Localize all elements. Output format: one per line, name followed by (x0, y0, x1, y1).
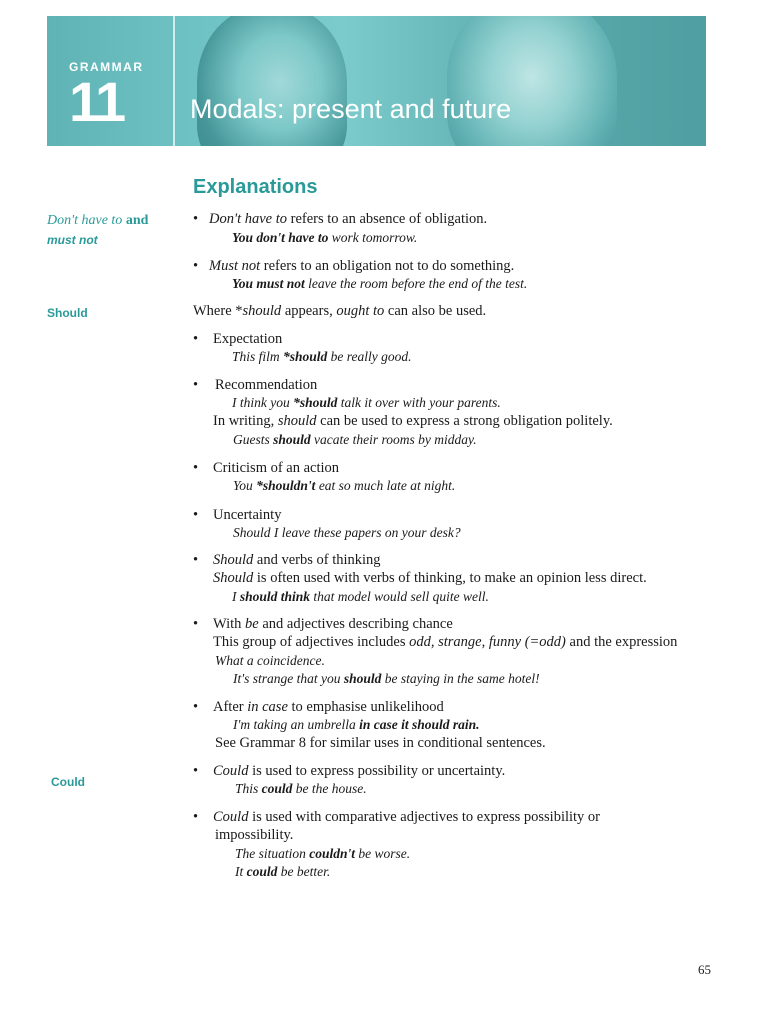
example-expectation: This film *should be really good. (232, 349, 412, 364)
note-writing-should: In writing, should can be used to express a strong obligation politely. (213, 413, 613, 429)
example-adjectives-chance: It's strange that you should be staying in the same hotel! (233, 671, 540, 686)
expression-coincidence: What a coincidence. (215, 653, 325, 668)
section-heading: Explanations (193, 176, 318, 198)
example-could-house: This could be the house. (235, 781, 367, 796)
example-could-better: It could be better. (235, 864, 331, 879)
bullet: • (193, 331, 199, 347)
use-adjectives-chance: With be and adjectives describing chance (213, 616, 453, 632)
bullet: • (193, 763, 199, 779)
use-recommendation: Recommendation (215, 377, 318, 393)
banner-label: GRAMMAR (69, 60, 144, 74)
banner-divider (173, 16, 175, 146)
rule-must-not: Must not refers to an obligation not to do something. (209, 258, 515, 274)
example-criticism: You *shouldn't eat so much late at night. (233, 478, 456, 493)
use-in-case: After in case to emphasise unlikelihood (213, 699, 444, 715)
sidebar-label-could: Could (51, 775, 85, 789)
chapter-banner (47, 16, 706, 146)
bullet: • (193, 699, 199, 715)
rule-dont-have-to: Don't have to refers to an absence of obligation. (209, 211, 488, 227)
bullet: • (193, 809, 199, 825)
chapter-title: Modals: present and future (190, 94, 512, 124)
example-in-case: I'm taking an umbrella in case it should rain. (233, 717, 480, 732)
bullet: • (193, 211, 199, 227)
example-couldnt-worse: The situation couldn't be worse. (235, 846, 411, 861)
note-adjectives-chance: This group of adjectives includes odd, strange, funny (=odd) and the expression (213, 634, 678, 650)
rule-could-comparative: Could is used with comparative adjectives to express possibility or (213, 809, 601, 825)
page-number: 65 (698, 962, 711, 977)
use-verbs-of-thinking: Should and verbs of thinking (213, 552, 381, 568)
example-uncertainty: Should I leave these papers on your desk? (233, 525, 461, 540)
bullet: • (193, 258, 199, 274)
sidebar-label-should: Should (47, 306, 88, 320)
example-recommendation: I think you *should talk it over with your parents. (232, 395, 501, 410)
use-criticism: Criticism of an action (213, 460, 340, 476)
sidebar-label-must-not: must not (47, 233, 98, 247)
note-ought-to: Where *should appears, ought to can also be used. (193, 303, 487, 319)
note-verbs-of-thinking: Should is often used with verbs of thinking, to make an opinion less direct. (213, 570, 647, 586)
example-verbs-of-thinking: I should think that model would sell quite well. (232, 589, 489, 604)
example-must-not: You must not leave the room before the end of the test. (232, 276, 528, 291)
bullet: • (193, 460, 199, 476)
bullet: • (193, 616, 199, 632)
example-dont-have-to: You don't have to work tomorrow. (232, 230, 418, 245)
bullet: • (193, 552, 199, 568)
rule-could-comparative-cont: impossibility. (215, 827, 294, 843)
example-guests: Guests should vacate their rooms by midday. (233, 432, 477, 447)
banner-photo-woman-right (447, 16, 617, 146)
banner-photo-woman-left (197, 16, 347, 146)
bullet: • (193, 507, 199, 523)
rule-could-possibility: Could is used to express possibility or uncertainty. (213, 763, 506, 779)
sidebar-label-dont-have-to: Don't have to and (47, 213, 149, 228)
use-expectation: Expectation (213, 331, 283, 347)
bullet: • (193, 377, 199, 393)
use-uncertainty: Uncertainty (213, 507, 282, 523)
note-see-grammar-8: See Grammar 8 for similar uses in conditional sentences. (215, 735, 546, 751)
chapter-number: 11 (69, 70, 125, 133)
